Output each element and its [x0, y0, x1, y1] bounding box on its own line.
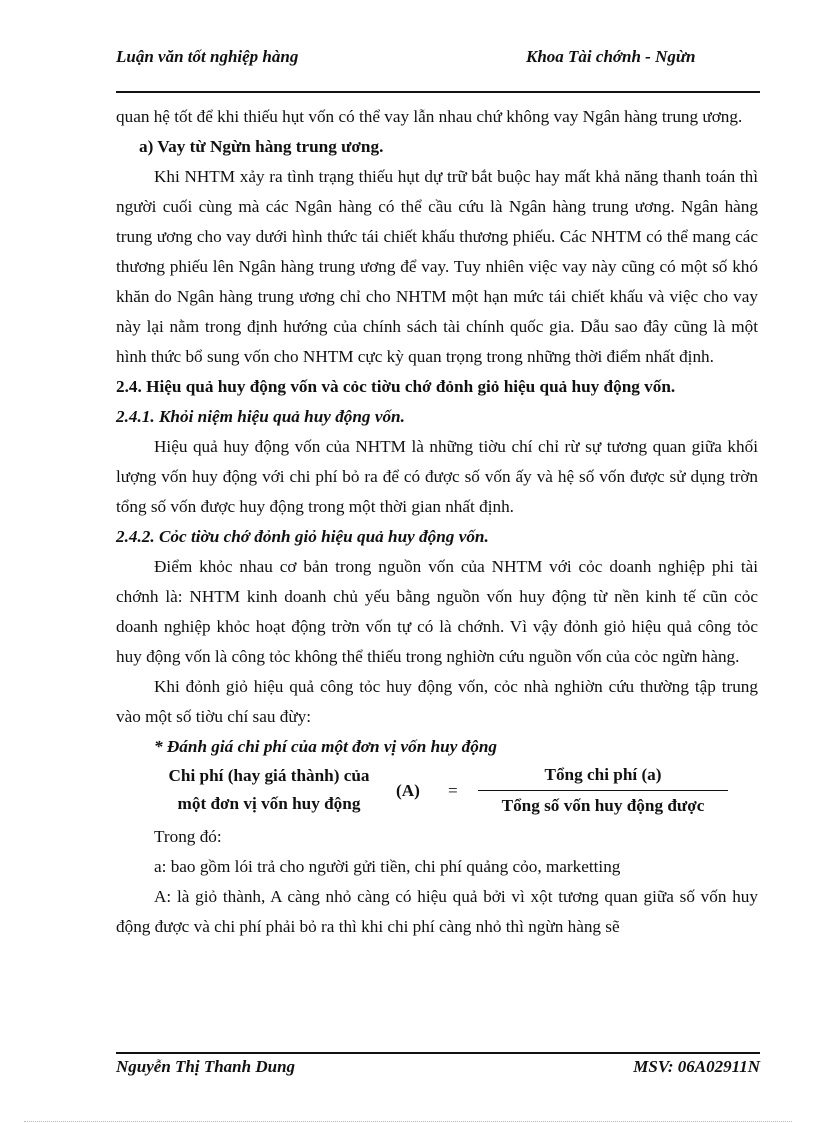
- page-header: [116, 46, 760, 90]
- page-footer: [116, 1056, 760, 1080]
- paragraph-where: Trong đó:: [154, 827, 222, 846]
- section-heading-2-4: 2.4. Hiệu quả huy động vốn và cỏc tiờu chớ đỏnh giỏ hiệu quả huy động vốn.: [116, 377, 676, 396]
- formula-equals: =: [448, 781, 458, 800]
- section-heading-2-4-1: 2.4.1. Khỏi niệm hiệu quả huy động vốn.: [116, 407, 405, 426]
- paragraph-criteria-intro: Khi đỏnh giỏ hiệu quả công tỏc huy động vốn, cỏc nhà nghiờn cứu thường tập trung vào một số tiờu chí sau đừy:: [116, 677, 758, 726]
- formula-lhs-line1: Chi phí (hay giá thành) của: [168, 766, 370, 785]
- footer-author: Nguyễn Thị Thanh Dung: [116, 1057, 296, 1076]
- formula-numerator: Tổng chi phí (a): [544, 765, 662, 784]
- subheading-central-bank-loan: a) Vay từ Ngừn hàng trung ương.: [139, 137, 384, 156]
- document-body: [116, 102, 758, 942]
- footer-student-id: MSV: 06A02911N: [633, 1057, 760, 1076]
- header-faculty: Khoa Tài chớnh - Ngừn: [526, 47, 696, 66]
- paragraph-a-definition: a: bao gồm lói trả cho người gửi tiền, chi phí quảng cỏo, marketting: [154, 857, 621, 876]
- criterion-heading: * Đánh giá chi phí của một đơn vị vốn huy động: [154, 737, 498, 756]
- formula-lhs-line2: một đơn vị vốn huy động: [177, 794, 361, 813]
- paragraph-continuation: quan hệ tốt để khi thiếu hụt vốn có thể vay lẫn nhau chứ không vay Ngân hàng trung ương.: [116, 107, 743, 126]
- formula-lhs: [154, 762, 384, 818]
- paragraph-difference: Điểm khỏc nhau cơ bản trong nguồn vốn của NHTM với cỏc doanh nghiệp phi tài chớnh là: NHTM kinh doanh chủ yếu bằng nguồn vốn huy động từ nền kinh tế cũn cỏc doanh nghiệp khỏc hoạt động trờn vốn tự có là chớnh. Vì vậy đỏnh giỏ hiệu quả công tỏc huy động vốn là công tỏc không thể thiếu trong nghiờn cứu nguồn vốn của cỏc ngừn hàng.: [116, 557, 758, 666]
- formula-denominator: Tổng số vốn huy động được: [501, 796, 705, 815]
- section-heading-2-4-2: 2.4.2. Cỏc tiờu chớ đỏnh giỏ hiệu quả huy động vốn.: [116, 527, 489, 546]
- page-edge: [24, 1121, 792, 1122]
- formula-fraction: [478, 762, 728, 819]
- cost-formula: [116, 764, 758, 820]
- paragraph-A-definition: A: là giỏ thành, A càng nhỏ càng có hiệu quả bởi vì xột tương quan giữa số vốn huy động được và chi phí phải bỏ ra thì khi chi phí càng nhỏ thì ngừn hàng sẽ: [116, 887, 758, 936]
- paragraph-definition: Hiệu quả huy động vốn của NHTM là những tiờu chí chỉ rừ sự tương quan giữa khối lượng vốn huy động với chi phí bỏ ra để có được số vốn ấy và hệ số vốn được sử dụng trờn tổng số vốn được huy động trong một thời gian nhất định.: [116, 437, 758, 516]
- fraction-bar: [478, 790, 728, 791]
- paragraph-central-bank: Khi NHTM xảy ra tình trạng thiếu hụt dự trữ bắt buộc hay mất khả năng thanh toán thì người cuối cùng mà các Ngân hàng có thể cầu cứu là Ngân hàng trung ương. Ngân hàng trung ương cho vay dưới hình thức tái chiết khấu thương phiếu. Các NHTM có thể mang các thương phiếu lên Ngân hàng trung ương để vay. Tuy nhiên việc vay này cũng có một số khó khăn do Ngân hàng trung ương chỉ cho NHTM một hạn mức tái chiết khấu và việc cho vay này lại nằm trong định hướng của chính sách tài chính quốc gia. Dẫu sao đây cũng là một hình thức bổ sung vốn cho NHTM cực kỳ quan trọng trong những thời điểm nhất định.: [116, 167, 758, 366]
- formula-tag: (A): [396, 781, 420, 800]
- header-thesis-title: Luận văn tốt nghiệp hàng: [116, 47, 299, 66]
- header-divider: [116, 91, 760, 93]
- footer-divider: [116, 1052, 760, 1054]
